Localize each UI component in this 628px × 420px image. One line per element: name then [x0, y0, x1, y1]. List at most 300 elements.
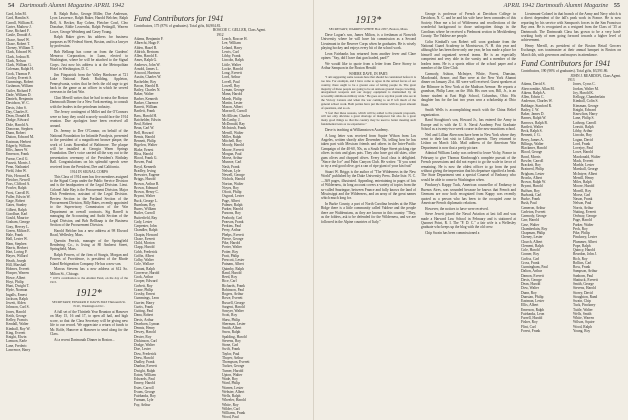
contributor-name: Lewis, Carl — [222, 49, 239, 54]
contributor-name: Corbett, Roy — [134, 283, 153, 288]
contributor-name: Potter, Roy — [222, 249, 239, 254]
contributor-name: Cutting, Paul — [134, 309, 153, 314]
contributor-name: Gage, Robert — [6, 199, 26, 203]
contributor-name: Dunn, Roy — [521, 290, 537, 295]
contributor-name: Cady, Lester — [134, 219, 153, 224]
contributor-name: Lord, Frank — [573, 141, 591, 146]
contributor-name: Dow, Walter — [521, 286, 539, 291]
contributor-name: Dunstan, Philip — [521, 294, 544, 299]
contributor-name: Clark, William G. — [6, 63, 32, 67]
contributor-name: Stoughton, Rand — [573, 294, 598, 299]
contributor-name: Ingalls, Ernest — [6, 292, 27, 297]
contributor-name: Davis, George — [521, 277, 542, 282]
contributor-name: Farrell, Harold — [521, 316, 543, 321]
contributor-name: Gould, Maurice — [6, 216, 29, 220]
contributor-name: Cummings, Robert — [6, 80, 34, 84]
contributor-name: Carmody, George — [521, 214, 547, 219]
contributor-name: Estes, Carroll — [134, 385, 154, 390]
contributor-name: Barker, Clarence — [134, 100, 159, 105]
contributor-name: Fisher, Roy — [521, 320, 538, 325]
contributor-name: Kendall, Walter — [6, 322, 29, 327]
contributor-name: Corliss, Carl — [521, 256, 540, 261]
contributor-name: Dean, Harold — [521, 282, 541, 287]
fund-contributors-title: Fund Contributors for 1941 — [134, 14, 224, 23]
contributor-name: Moore, Harold — [573, 184, 595, 189]
contributor-name: Curtis, Frank — [134, 304, 153, 309]
class-year-heading: 1912* — [76, 288, 102, 299]
contributor-name: Morrill, Roy — [573, 188, 592, 193]
contributor-name: Gray, Hervey L. — [6, 224, 30, 229]
contributor-name: Dudley, Frank — [134, 360, 155, 365]
contributor-name: Moody, Harold — [222, 143, 244, 148]
contributor-name: Cushman, William — [6, 84, 33, 89]
contributor-name: Knight, Elwin — [6, 335, 27, 339]
contributor-name: Child, Morton — [134, 241, 155, 246]
contributor-name: Dalton, Arthur — [521, 269, 542, 274]
contributor-name: Clark, Joshua B. — [6, 54, 30, 59]
contributor-name: Rand, Harold — [222, 270, 242, 275]
left-running-title: Dartmouth Alumni Magazine APRIL 1942 — [19, 2, 125, 9]
contributor-name: Martin, Lester — [222, 100, 243, 105]
contributors-list-b — [222, 37, 306, 420]
contributor-name: Spalding, Harold — [222, 334, 247, 339]
contributor-name: Brown, Arthur B. — [134, 181, 160, 186]
contributor-name: Logan, David — [573, 137, 593, 142]
contributor-name: Foss, Clifford A. — [6, 182, 31, 186]
contributor-name: Swift, Frank — [222, 347, 240, 352]
contributor-name: Bass, Harold H. — [134, 113, 157, 118]
contributor-name: Mason, Albert — [222, 105, 243, 110]
contributor-name: Prescott, Lester — [222, 258, 245, 263]
contributor-name: Bartlett, Frank — [134, 109, 155, 114]
contributor-name: Blood, George — [521, 150, 543, 155]
contributor-name: Leavitt, Ralph — [573, 124, 594, 129]
fund-year: 1912 — [216, 32, 224, 37]
contributor-name: Edgerly, William — [6, 143, 31, 148]
contributor-name: Anderson, Charles W. — [521, 99, 553, 104]
contributor-name: Farrar, Cecil G. — [6, 156, 29, 161]
contributor-name: Day, Charles E. — [6, 109, 29, 114]
right-running-title: APRIL 1942 Dartmouth Alumni Magazine — [503, 2, 609, 9]
quoted-letter: "I feel that these reasons, which will be added to the present proposals, will not only alleviate a great shortage of manpower but also do a great many good things so that the country may be used to better meeting such fundamental tests as we experience." — [321, 110, 416, 126]
contributor-name: Pratt, Philip — [222, 253, 240, 258]
contributor-name: Knowlton, Harry — [573, 112, 598, 117]
contributor-name: Jordan, Walter M. — [573, 86, 599, 91]
contributor-name: Carroll, William E. — [6, 20, 34, 25]
contributor-name: Dickinson, Carl — [134, 338, 157, 343]
contributor-name: Hyde, Norman — [6, 288, 28, 293]
contributor-name: Burnham, Roy — [134, 202, 156, 207]
contributor-name: Palmer, Ralph — [222, 202, 243, 207]
contributor-name: Bowen, Paul — [134, 160, 153, 165]
contributor-name: Cunningham, Paul — [521, 265, 548, 270]
note-paragraph: Stuart W. Briggs is the author of "The Wilderness in the New World" published by the Duke University Press. Duke lists: N. C.—369 pages, illustrated. Appealing, entertaining in pages of lots of Wilderness, its long account covers a variety of topics from the so-called Snaringue, between France and fully knows the land of Mississippi and the Wilderness, and an array of the great names which much long for. — [321, 169, 416, 201]
contributor-name: Dade, William D. — [6, 92, 32, 97]
contributor-name: Cook, Arthur — [134, 275, 153, 280]
contributor-name: Nash, Frank — [222, 164, 240, 169]
contributor-name: Currier, Harry — [134, 300, 155, 305]
contributor-name: Barnes, Ralph W. — [521, 116, 547, 121]
contributor-name: Emery, Harold — [134, 381, 156, 386]
left-col3-fund-contributors — [134, 12, 306, 420]
contributor-name: Wilson, Squire — [573, 320, 595, 325]
contributor-name: Batchelder, Edwin — [134, 117, 161, 122]
contributor-name: Flint, Carl — [521, 324, 536, 329]
contributor-name: Fay, Arthur — [134, 402, 151, 407]
contributor-name: Snow, Ralph — [222, 330, 241, 335]
contributor-name: Dennis, Henry — [134, 326, 155, 331]
contributor-name: Bliss, Harold — [134, 151, 153, 156]
note-paragraph: A full set of the Thirtieth Year Reunion at Hanover on May 15, 16 and 17, to open all hail, and high score, so that the Class Secretary will be giving new life to our record. We appreciate a return of funds to Mr. Rolfe, Hanover at Hanover to send along for the Class. — [50, 310, 128, 337]
contributor-name: Putnam, Albert — [222, 262, 244, 267]
contributor-name: Dutton, Edward M. — [6, 135, 34, 140]
contributor-name: Pinckney, Lester — [573, 235, 597, 240]
contributor-name: Lawrence, Harry — [6, 347, 31, 352]
contributor-name: Briggs, Harold — [134, 177, 156, 182]
contributor-name: Young, Roy — [573, 328, 591, 333]
contributor-name: Lane, Philip S. — [573, 116, 595, 121]
contributor-name: Locke, Harold — [222, 66, 243, 71]
contributor-name: Brackett, Roy — [521, 163, 541, 168]
contributor-name: Chapman, Philip — [521, 231, 546, 236]
contributor-name: Rice, Carl — [222, 279, 237, 284]
contributor-name: Merrill, Walter — [222, 130, 244, 135]
contributor-name: Cooper, Edward — [134, 279, 158, 284]
fund-contributors-title: Fund Contributors for 1941 — [521, 59, 611, 69]
contributor-name: King, Everett — [6, 330, 26, 335]
contributor-name: Evans, George — [134, 389, 156, 394]
contributor-name: Peck, Roy — [573, 226, 588, 231]
contributor-name: Reardon, John J. — [573, 252, 597, 257]
contributor-name: Case, Richard F. — [6, 29, 30, 33]
contributor-name: Nason, Frank — [573, 197, 593, 202]
contributor-name: Nichols, Harold — [222, 177, 245, 182]
note-paragraph: Steve Jewett joined the Naval Aviation at last fall and was made a Harvard Law School in February and is stationed at Quonset Point, R. I. The "F. D. C." a fair wife is a Wellesley graduate who keeps up the blog with the old crew. — [421, 212, 516, 230]
contributor-name: Nelson, Paul — [573, 201, 592, 206]
contributor-name: Morgan, Paul — [222, 151, 242, 156]
contributor-name: Morse, Carl — [573, 192, 591, 197]
contributor-name: Forest, Frank — [521, 328, 541, 333]
contributor-name: Conant, Ralph — [134, 266, 155, 271]
contributor-name: Babbage, Stanford R. — [521, 103, 552, 108]
contributor-name: Chandler, Ralph — [134, 228, 158, 233]
contributor-name: Bigelow, Walter — [134, 143, 158, 148]
contributor-name: Wade, Roy — [222, 377, 238, 382]
contributor-name: Kimball, Colin S. — [573, 99, 599, 104]
note-paragraph: George is professor of French at Davidson College in Davidson, N. C. and he and his wife have been comrades of this Society. Hear me a lot of Wilderness and recollections of the wonderful background to those unforgotten things in the Carolinas where he received a Piedmont section in Mecklenberg County. The Valdese are people. — [421, 12, 516, 39]
contributor-name: Warren, Lester — [222, 385, 244, 390]
contributor-name: Rogers, Arthur — [222, 292, 244, 297]
contributor-name: Brown, Henry C. — [134, 190, 159, 195]
contributor-name: Adams, David S. — [521, 82, 546, 87]
contributor-name: Chapin, Howard — [134, 232, 158, 237]
contributor-name: Tucker, George — [222, 364, 245, 369]
contributor-name: Eaton, William — [134, 372, 156, 377]
contributor-name: Abercrombie, Allan M. — [521, 86, 555, 91]
contributor-name: Noyes, Roy — [222, 185, 239, 190]
contributor-name: Parsons, Roy — [222, 211, 241, 216]
contributor-name: Dewey, Harold — [134, 330, 156, 335]
contributor-name: Maxwell, Carroll — [222, 109, 247, 114]
contributor-name: Green, Milton E. — [6, 228, 31, 233]
contributor-name: Baker, James D. — [521, 112, 545, 117]
contributor-name: Allen, Edwin C. — [521, 95, 545, 100]
contributor-name: Mack, Everett — [573, 158, 594, 163]
contributor-name: Drew, Harold — [134, 355, 154, 360]
contributor-name: Bradley, Irving — [134, 168, 156, 173]
contributor-name: Lowell, Roy — [222, 83, 240, 88]
contributor-name: Upton, Walter — [222, 372, 243, 377]
contributor-name: Cummings, Leon — [134, 296, 159, 301]
contributor-name: Harris, Herbert — [6, 245, 28, 250]
contributor-name: Sawyer, Walter — [222, 309, 244, 314]
contributor-name: Dow, Frederick — [134, 351, 157, 356]
contributor-name: Cobb, Frederick — [134, 249, 158, 254]
quoted-letter: "I am suggesting some reasons here that should be considered before it is too late. For example, and I have come to agree in the armed forces of our country, there ought to be a greater ease of letting people in. The great majority of these people are going to be an anxious ground troops crowding, unorganized weapons and our sloppy equipment is maintained by an accessibly ambitious military wide." He goes on to say that youth who are in the Victory Centers and when the war coming to an E left much of the general school work. Both parties have put the matter with no great amount of questions, and so on. — [321, 75, 416, 110]
contributor-name: Kellogg, Chamberlain — [573, 95, 605, 100]
contributor-name: Brewster, Eugene — [134, 173, 160, 178]
contributor-name: Perry, Arthur — [222, 228, 241, 233]
contributor-name: Bailey, Charles N. — [134, 88, 161, 93]
contributor-name: Doe, Lester — [134, 347, 151, 352]
contributor-name: Bowler, Carroll — [521, 158, 544, 163]
contributor-name: Cook, Thomas P. — [6, 71, 31, 76]
contributor-name: Chace, Ansel W. — [6, 37, 30, 42]
contributor-name: Perkins, Paul — [222, 224, 241, 229]
contributor-name: McIntosh, Frank — [222, 126, 246, 131]
contributors-list-a — [521, 82, 569, 333]
note-paragraph: Ralph Baker gives his address for business purposes as 90 Federal Street, Boston, and is a lawyer by profession. — [50, 35, 128, 49]
right-page — [315, 0, 628, 420]
note-paragraph: At a recent Dartmouth Dinner in Boston... — [54, 337, 115, 342]
contributor-name: Sanborn, Paul — [573, 273, 594, 278]
contributor-name: Reed, Roy — [222, 275, 238, 280]
contributor-name: Dearborn, Lyman — [134, 321, 160, 326]
contributor-name: Brooks, Albert — [521, 175, 543, 180]
contributor-name: Bacon, Harold R. — [134, 83, 160, 88]
contributor-name: Graham, George — [6, 220, 30, 225]
note-paragraph: Neil and Lillian Abercrom have been in New York where they went to their last visit to Lillian's parents. They returned to Lisbon on March 14th. Mail address of the American War Department is now that a pretty picture. — [421, 132, 516, 150]
contributor-name: Jackson, Ralph — [6, 296, 28, 301]
contributor-name: Davis, John S. — [6, 105, 27, 110]
contributor-name: Smith, Albert — [222, 326, 242, 331]
contributor-name: Boyd, Kenneth — [134, 164, 156, 169]
contributor-name: Kimball, Roy W. — [6, 326, 31, 331]
contributor-name: Bartlett, Walter — [521, 124, 543, 129]
contributor-name: Butterfield, Ray — [134, 215, 158, 220]
contributor-name: Marshall, George — [573, 167, 599, 172]
contributor-name: Pike, Harold — [222, 241, 241, 246]
contributor-name: Olcott, Philip — [222, 190, 242, 195]
class-secretary: SECRETARY, WARREN WHITE Box 2057, Boston, Mass. — [328, 27, 409, 31]
contributors-list-b — [573, 82, 621, 333]
right-col2-class-notes — [421, 12, 516, 416]
contributor-name: McAllister, Charles — [222, 113, 251, 118]
contributor-name: Rich, Roy — [573, 256, 588, 261]
contributor-name: Bryant, Walter — [134, 194, 156, 199]
contributor-name: Hoyt, Philip — [6, 279, 24, 284]
contributor-name: Ordway, George — [573, 214, 597, 219]
contributor-name: Lowe, Harold — [573, 150, 593, 155]
contributor-name: Wood, Ralph — [573, 324, 592, 329]
contributor-name: Farnum, Lyle — [134, 398, 154, 403]
contributor-name: Quimby, Ralph — [222, 266, 244, 271]
contributor-name: Andrews, John W. — [134, 62, 161, 67]
contributor-name: Ellis, James W. — [6, 148, 28, 152]
contributor-name: Wheeler, Harold — [222, 398, 246, 403]
contributor-name: White, Warren — [573, 316, 594, 321]
contributor-name: Little, Walter — [222, 62, 242, 67]
contributor-name: Carr, Harold — [521, 218, 540, 223]
contributor-name: Carpenter, John — [134, 224, 157, 229]
contributor-name: Cameron, Arthur — [521, 205, 546, 210]
contributor-name: Arnold, James L. — [134, 66, 159, 71]
contributor-name: Field, John W. — [6, 169, 27, 174]
contributor-name: Williams, Frank — [222, 411, 246, 416]
contributor-name: Hart, Loring P. — [6, 250, 28, 254]
note-paragraph: R. Ralph Bobo, George Miller, Doe Anderson, Lyon Lawrence, Ralph Baker, Harold Belcher, Ralph Bell, A. Becker, Ray Cohen, Fletcher Cowl, Cleo Donahue, Eddie Leavenlat, Ralph Pettingill, Warren Lowe, George Weinberg and Casey Young. — [50, 12, 128, 34]
contributor-name: Brown, Edmund — [134, 185, 158, 190]
contributor-name: Fuller, Edwin W. — [6, 194, 31, 199]
footnote: * 100% contribution to the Alumni Fund, on the day of the 1915. — [50, 276, 128, 285]
section-subhead: 1914 IN SIGNAL CORPS — [69, 170, 109, 175]
contributor-name: Carter, Mathew J. — [6, 24, 32, 29]
contributor-name: Thayer, Arthur — [222, 355, 244, 360]
contributor-name: Ames, Ralph G. — [134, 58, 158, 63]
contributor-name: Swain, Chip — [573, 299, 591, 304]
contributor-name: Cole, Harold — [521, 248, 540, 253]
contributor-name: Burbank, Carl — [521, 192, 542, 197]
contributor-name: Rollins, Carl — [573, 260, 592, 265]
contributor-name: Aikens, Ralph A. — [521, 90, 546, 95]
contributor-name: Stevens, Roy — [222, 338, 241, 343]
contributor-name: Allen, Harold E. — [134, 54, 158, 59]
contributor-name: Webster, Albert — [222, 389, 245, 394]
class-secretary: SECRETARY, EDWARD P. DAVIS 3643 Thirteenth St. N.W., Washington D.C. — [51, 300, 126, 308]
contributor-name: Quincy, Harold — [573, 248, 596, 253]
contributor-name: Lane, Frederic — [6, 343, 27, 348]
contributor-name: Osgood, Lester — [222, 194, 244, 199]
contributor-name: Turner, Harold — [222, 368, 244, 373]
contributor-name: Moore, Everett — [222, 147, 244, 152]
note-paragraph: Dr. Jeremy to Dee O'Connor, on behalf of the National Foundation for Infantile Paralysis, presented to the president of a magnificent bronze plaque, the work of Louis Rosenthal of Baltimore. The plaque will be installed at Georgia Warm Springs Foundation. Dee's voice carried all the way out to the presentation ceremony of the President's Birthday Ball. Congratulations on his splendid speech were received from the President, Dee and California. — [50, 129, 128, 169]
contributor-name: Russell, George — [222, 300, 245, 305]
fund-subtitle: Contributors, 175 (87% of graduates). Total gifts, $4,904.81. — [134, 24, 222, 28]
contributor-name: Bennett, J. G. — [521, 133, 541, 138]
contributor-name: Hill, Marshall — [6, 262, 27, 267]
contributor-name: Rowe, Everett — [222, 296, 243, 301]
contributor-name: Shaw, Philip — [222, 317, 241, 322]
note-paragraph: We would like to quote from a letter from Dave Storey to Arthur Sampson in the Boston Herald: — [321, 61, 416, 71]
contributor-name: Scott, Roy — [222, 313, 238, 318]
contributor-name: Emerson, Ralph — [521, 307, 545, 312]
note-paragraph: Admiral William Leahy was ordered to leave Vichy, France in February to give Thomas Kimbrough's complete pursuit of the French possessions and did not expect to go the scale in favor of remaining. He is now the oldest officer to go from the post without giving the impression that his departure signified a break. The State Department sent a special Counsel of Embassy who would be able to come to Washington when. — [421, 151, 516, 182]
contributor-name: Hall, Lester W. — [6, 237, 28, 242]
contributor-name: Berry, James A. — [521, 137, 544, 142]
contributor-name: Clark, Edward W. — [6, 50, 32, 55]
left-running-head — [8, 2, 305, 11]
note-paragraph: Harold Belcher has a new address at 98 Elwood Road, Wellesley, Mass. — [50, 228, 128, 237]
left-page-number: 54 — [8, 2, 15, 9]
contributor-name: Parker, Harold — [222, 207, 244, 212]
contributor-name: Hunt, Dwight T. — [6, 284, 30, 288]
class-year-heading: 1913* — [355, 15, 382, 26]
note-paragraph: Pinckney's Kappy Tuck, American counsellor of Embassy in Buenos Aires, was wounded because he knows that French and Germans are now both recognized from Kappy was recently quoted as a person who has been to the occupied zone in American-French diplomatic relations. — [421, 183, 516, 205]
contributor-name: Hooper, Warren — [6, 271, 29, 276]
contributor-name: Cooley, Everett S. — [6, 75, 33, 80]
contributor-name: Tuck, Pinckney — [573, 303, 596, 308]
contributor-name: Buffum, Roy — [521, 188, 540, 193]
contributor-name: Wilder, Carl — [222, 406, 240, 411]
note-paragraph: A long letter was received from Squire Wilson from Los Angeles, written shortly after December 7th, telling how he has taken part with Mexican friends and others in the Inter-Pacific Campaign of the 40-60, 50s, as a South Hope Street picking ripe olives in riots and glass pots. They also have got old skies, olive guns olives and chopped olives. Every local class is delighted. "Since the Ice" and Palm Canyon Club. He writes: "If you want to try a real good olive, get a can of ripe giant of your kin fruit" — [321, 133, 416, 169]
contributor-name: Leach, Roscoe H. — [222, 37, 248, 42]
right-page-number: 55 — [613, 2, 620, 9]
contributor-name: Dole, Harold A. — [6, 122, 29, 127]
contributor-name: Chamberlain, Roy — [521, 226, 548, 231]
contributor-name: Cheney, Lester — [521, 235, 543, 240]
left-col1-name-list — [6, 12, 46, 416]
contributor-name: Tuttle, Walter — [573, 307, 593, 312]
contributor-name: Ham, Stephen — [6, 241, 27, 246]
contributor-name: Lyman, George — [222, 88, 245, 93]
contributor-name: Norris, Arthur — [573, 205, 594, 210]
note-paragraph: Dave Logan's son, James Milton, is a freshman at Norwich University where he will have his commission as a Second Lieutenant in the Reserve Corps when he graduates. He is wisely playing hockey and enjoys every bit of the school work. — [321, 33, 416, 51]
contributor-name: Bailey, J. W. — [521, 107, 540, 112]
contributor-name: Barber, Kenneth — [134, 96, 158, 101]
contributor-name: Chase, Everett — [134, 236, 155, 241]
contributor-name: Dodge, Walter — [134, 343, 155, 348]
contributor-name: Fassett, Morris J. — [6, 160, 31, 165]
contributor-name: Wood, Paul — [222, 415, 239, 420]
contributor-name: Lord, Arthur — [222, 75, 241, 80]
contributor-name: Converse, Harold — [134, 270, 160, 275]
contributor-name: Eastman, Lester — [521, 299, 545, 304]
contributor-name: Knight, Edward — [573, 107, 596, 112]
contributor-name: Peabody, Carl — [222, 215, 243, 220]
contributor-name: Albrecht, Hugo F. — [134, 41, 160, 46]
contributor-name: Fairbanks, Leon — [521, 311, 545, 316]
contributor-name: Brigham, Lester — [521, 171, 545, 176]
contributor-name: Blake, Ernest — [134, 147, 154, 152]
contributor-name: Dean, Donald B. — [6, 114, 31, 118]
note-paragraph: Smith Wells is accomplishing much with the China Relief organization. — [421, 108, 516, 117]
right-col3-fund-contributors — [521, 12, 621, 416]
contributor-name: Beck, Ralph S. — [521, 129, 543, 134]
contributor-name: Dwight, Ralph — [134, 368, 156, 373]
contributor-name: Emerson, Frank — [6, 152, 29, 157]
note-paragraph: Quentin Ferrick, manager of the Springfield Rendering Co., is living at 80 Amherst Street, Springfield, Mass. — [50, 238, 128, 252]
note-paragraph: Colin Kimball's son Robert will soon graduate from the National Guard Academy in Morristown, N. H. this year and although he has been there only one year, he has made a place for himself and organized several teams. He is an especially competent and very able in the varsity and a member of the leaders team. He is a sports editor of the school paper and a member of the Glee Club. — [421, 39, 516, 71]
contributor-name: Leland, Harry — [222, 45, 243, 50]
contributor-name: Frost, Carroll B. — [6, 190, 30, 195]
contributor-name: Damon, Everett — [521, 273, 544, 278]
note-paragraph: Bob Belknap has come on from the Gardens' Menorca Corporation, in Lunn, elected to Washington, where he will be attached to the Signal Corps. Just now his address is at the Metropolitan Hotel in Washington, D. C. — [50, 49, 128, 72]
contributor-name: Alden, Hazel B. — [134, 45, 158, 50]
quote-heading: WHERE DAVE, IN PART: — [348, 71, 389, 76]
contributor-name: Macdonald, Walter — [573, 154, 601, 159]
contributor-name: Jones, Cyrus C. — [573, 82, 596, 87]
contributor-name: McDonald, Ray — [222, 122, 245, 127]
note-paragraph: The Jersey contingent of Millet and the O'Connors were so busy they could scarcely would face the 1914 reunion. Due apologies have been received all around. — [50, 110, 128, 128]
contributor-name: Kinsman, George — [573, 103, 599, 108]
contributor-name: Barrett, William — [134, 105, 158, 110]
contributor-name: Fletcher, Newell — [6, 177, 30, 182]
contributor-name: Page, Albert — [222, 198, 240, 203]
contributor-name: Stevens, Harold — [573, 286, 596, 291]
contributor-name: Marsh, Philip — [222, 96, 242, 101]
contributor-name: Dana, Robert — [134, 313, 154, 318]
contributor-name: Wells, Smith — [573, 311, 592, 316]
